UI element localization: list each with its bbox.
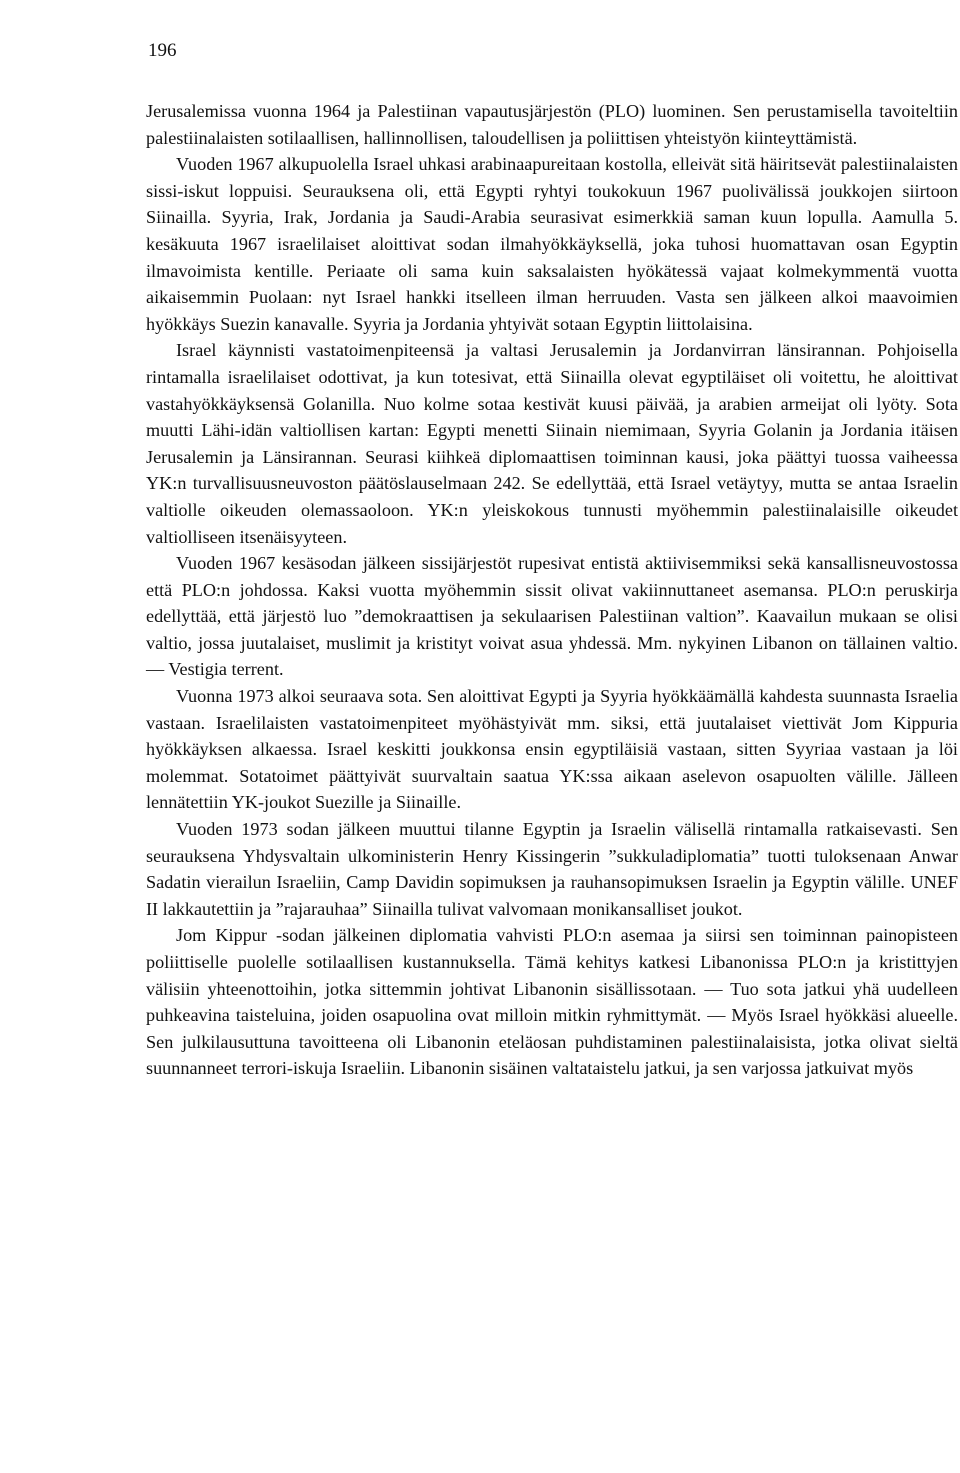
paragraph: Vuoden 1967 kesäsodan jälkeen sissijärjestöt rupesivat entistä aktiivisemmiksi sekä kansallisneuvostossa että PLO:n johdossa. Kaksi vuotta myöhemmin sissit olivat vakiinnuttaneet asemansa. PLO:n peruskirja edellyttää, että järjestö luo ”demokraattisen ja sekulaarisen Palestiinan valtion”. Kaavailun mukaan se olisi valtio, jossa juutalaiset, muslimit ja kristityt voivat asua yhdessä. Mm. nykyinen Libanon on tällainen valtio. — Vestigia terrent. bbox=[146, 553, 958, 680]
paragraph: Israel käynnisti vastatoimenpiteensä ja valtasi Jerusalemin ja Jordanvirran länsirannan. Pohjoisella rintamalla israelilaiset odottivat, ja kun totesivat, että Siinailla olevat egyptiläiset oli voitettu, he aloittivat vastahyökkäyksensä Golanilla. Nuo kolme sotaa kestivät kuusi päivää, ja arabien armeijat oli lyöty. Sota muutti Lähi-idän valtiollisen kartan: Egypti menetti Siinain niemimaan, Syyria Golanin ja Jordania itäisen Jerusalemin ja Länsirannan. Seurasi kiihkeä diplomaattisen toiminnan kausi, joka päättyi tuossa vaiheessa YK:n turvallisuusneuvoston päätöslauselmaan 242. Se edellyttää, että Israel vetäytyy, mutta se antaa Israelin valtiolle oikeuden olemassaoloon. YK:n yleiskokous tunnusti myöhemmin palestiinalaisille oikeudet valtiolliseen itsenäisyyteen. bbox=[146, 340, 958, 547]
paragraph: Jerusalemissa vuonna 1964 ja Palestiinan vapautusjärjestön (PLO) luominen. Sen perustamisella tavoiteltiin palestiinalaisten sotilaallisen, hallinnollisen, taloudellisen ja poliittisen yhteistyön kiinteyttämistä. bbox=[146, 101, 958, 148]
paragraph: Vuoden 1973 sodan jälkeen muuttui tilanne Egyptin ja Israelin välisellä rintamalla ratkaisevasti. Sen seurauksena Yhdysvaltain ulkoministerin Henry Kissingerin ”sukkuladiplomatia” tuotti tuloksenaan Anwar Sadatin vierailun Israeliin, Camp Davidin sopimuksen ja rauhansopimuksen Israelin ja Egyptin välille. UNEF II lakkautettiin ja ”rajarauhaa” Siinailla tulivat valvomaan monikansalliset joukot. bbox=[146, 819, 958, 919]
paragraph: Jom Kippur -sodan jälkeinen diplomatia vahvisti PLO:n asemaa ja siirsi sen toiminnan painopisteen poliittiselle puolelle sotilaallisen kustannuksella. Tämä kehitys katkesi Libanonissa PLO:n ja kristittyjen välisiin yhteenottoihin, jotka sittemmin johtivat Libanonin sisällissotaan. — Tuo sota jatkui yhä uudelleen puhkeavina taisteluina, joiden osapuolina ovat milloin mitkin ryhmittymät. — Myös Israel hyökkäsi alueelle. Sen julkilausuttuna tavoitteena oli Libanonin eteläosan puhdistaminen palestiinalaisista, jotka olivat sieltä suunnanneet terrori-iskuja Israeliin. Libanonin sisäinen valtataistelu jatkui, ja sen varjossa jatkuivat myös bbox=[146, 925, 958, 1079]
paragraph: Vuonna 1973 alkoi seuraava sota. Sen aloittivat Egypti ja Syyria hyökkäämällä kahdesta suunnasta Israelia vastaan. Israelilaisten vastatoimenpiteet myöhästyivät mm. siksi, että juutalaiset viettivät Jom Kippuria hyökkäyksen alkaessa. Israel keskitti joukkonsa ensin egyptiläisiä vastaan, sitten Syyriaa vastaan ja löi molemmat. Sotatoimet päättyivät suurvaltain saatua YK:ssa aikaan aselevon osapuolten välille. Jälleen lennätettiin YK-joukot Suezille ja Siinaille. bbox=[146, 686, 958, 813]
page-number: 196 bbox=[148, 40, 177, 61]
body-text bbox=[146, 98, 958, 1082]
paragraph: Vuoden 1967 alkupuolella Israel uhkasi arabinaapureitaan kostolla, elleivät sitä häiritsevät palestiinalaisten sissi-iskut loppuisi. Seurauksena oli, että Egypti ryhtyi toukokuun 1967 puolivälissä joukkojen siirtoon Siinailla. Syyria, Irak, Jordania ja Saudi-Arabia seurasivat esimerkkiä saman kuun lopulla. Aamulla 5. kesäkuuta 1967 israelilaiset aloittivat sodan ilmahyökkäyksellä, joka tuhosi huomattavan osan Egyptin ilmavoimista kentille. Periaate oli sama kuin saksalaisten hyökätessä vajaat kolmekymmentä vuotta aikaisemmin Puolaan: nyt Israel hankki itselleen ilman herruuden. Vasta sen jälkeen alkoi maavoimien hyökkäys Suezin kanavalle. Syyria ja Jordania yhtyivät sotaan Egyptin liittolaisina. bbox=[146, 154, 958, 334]
